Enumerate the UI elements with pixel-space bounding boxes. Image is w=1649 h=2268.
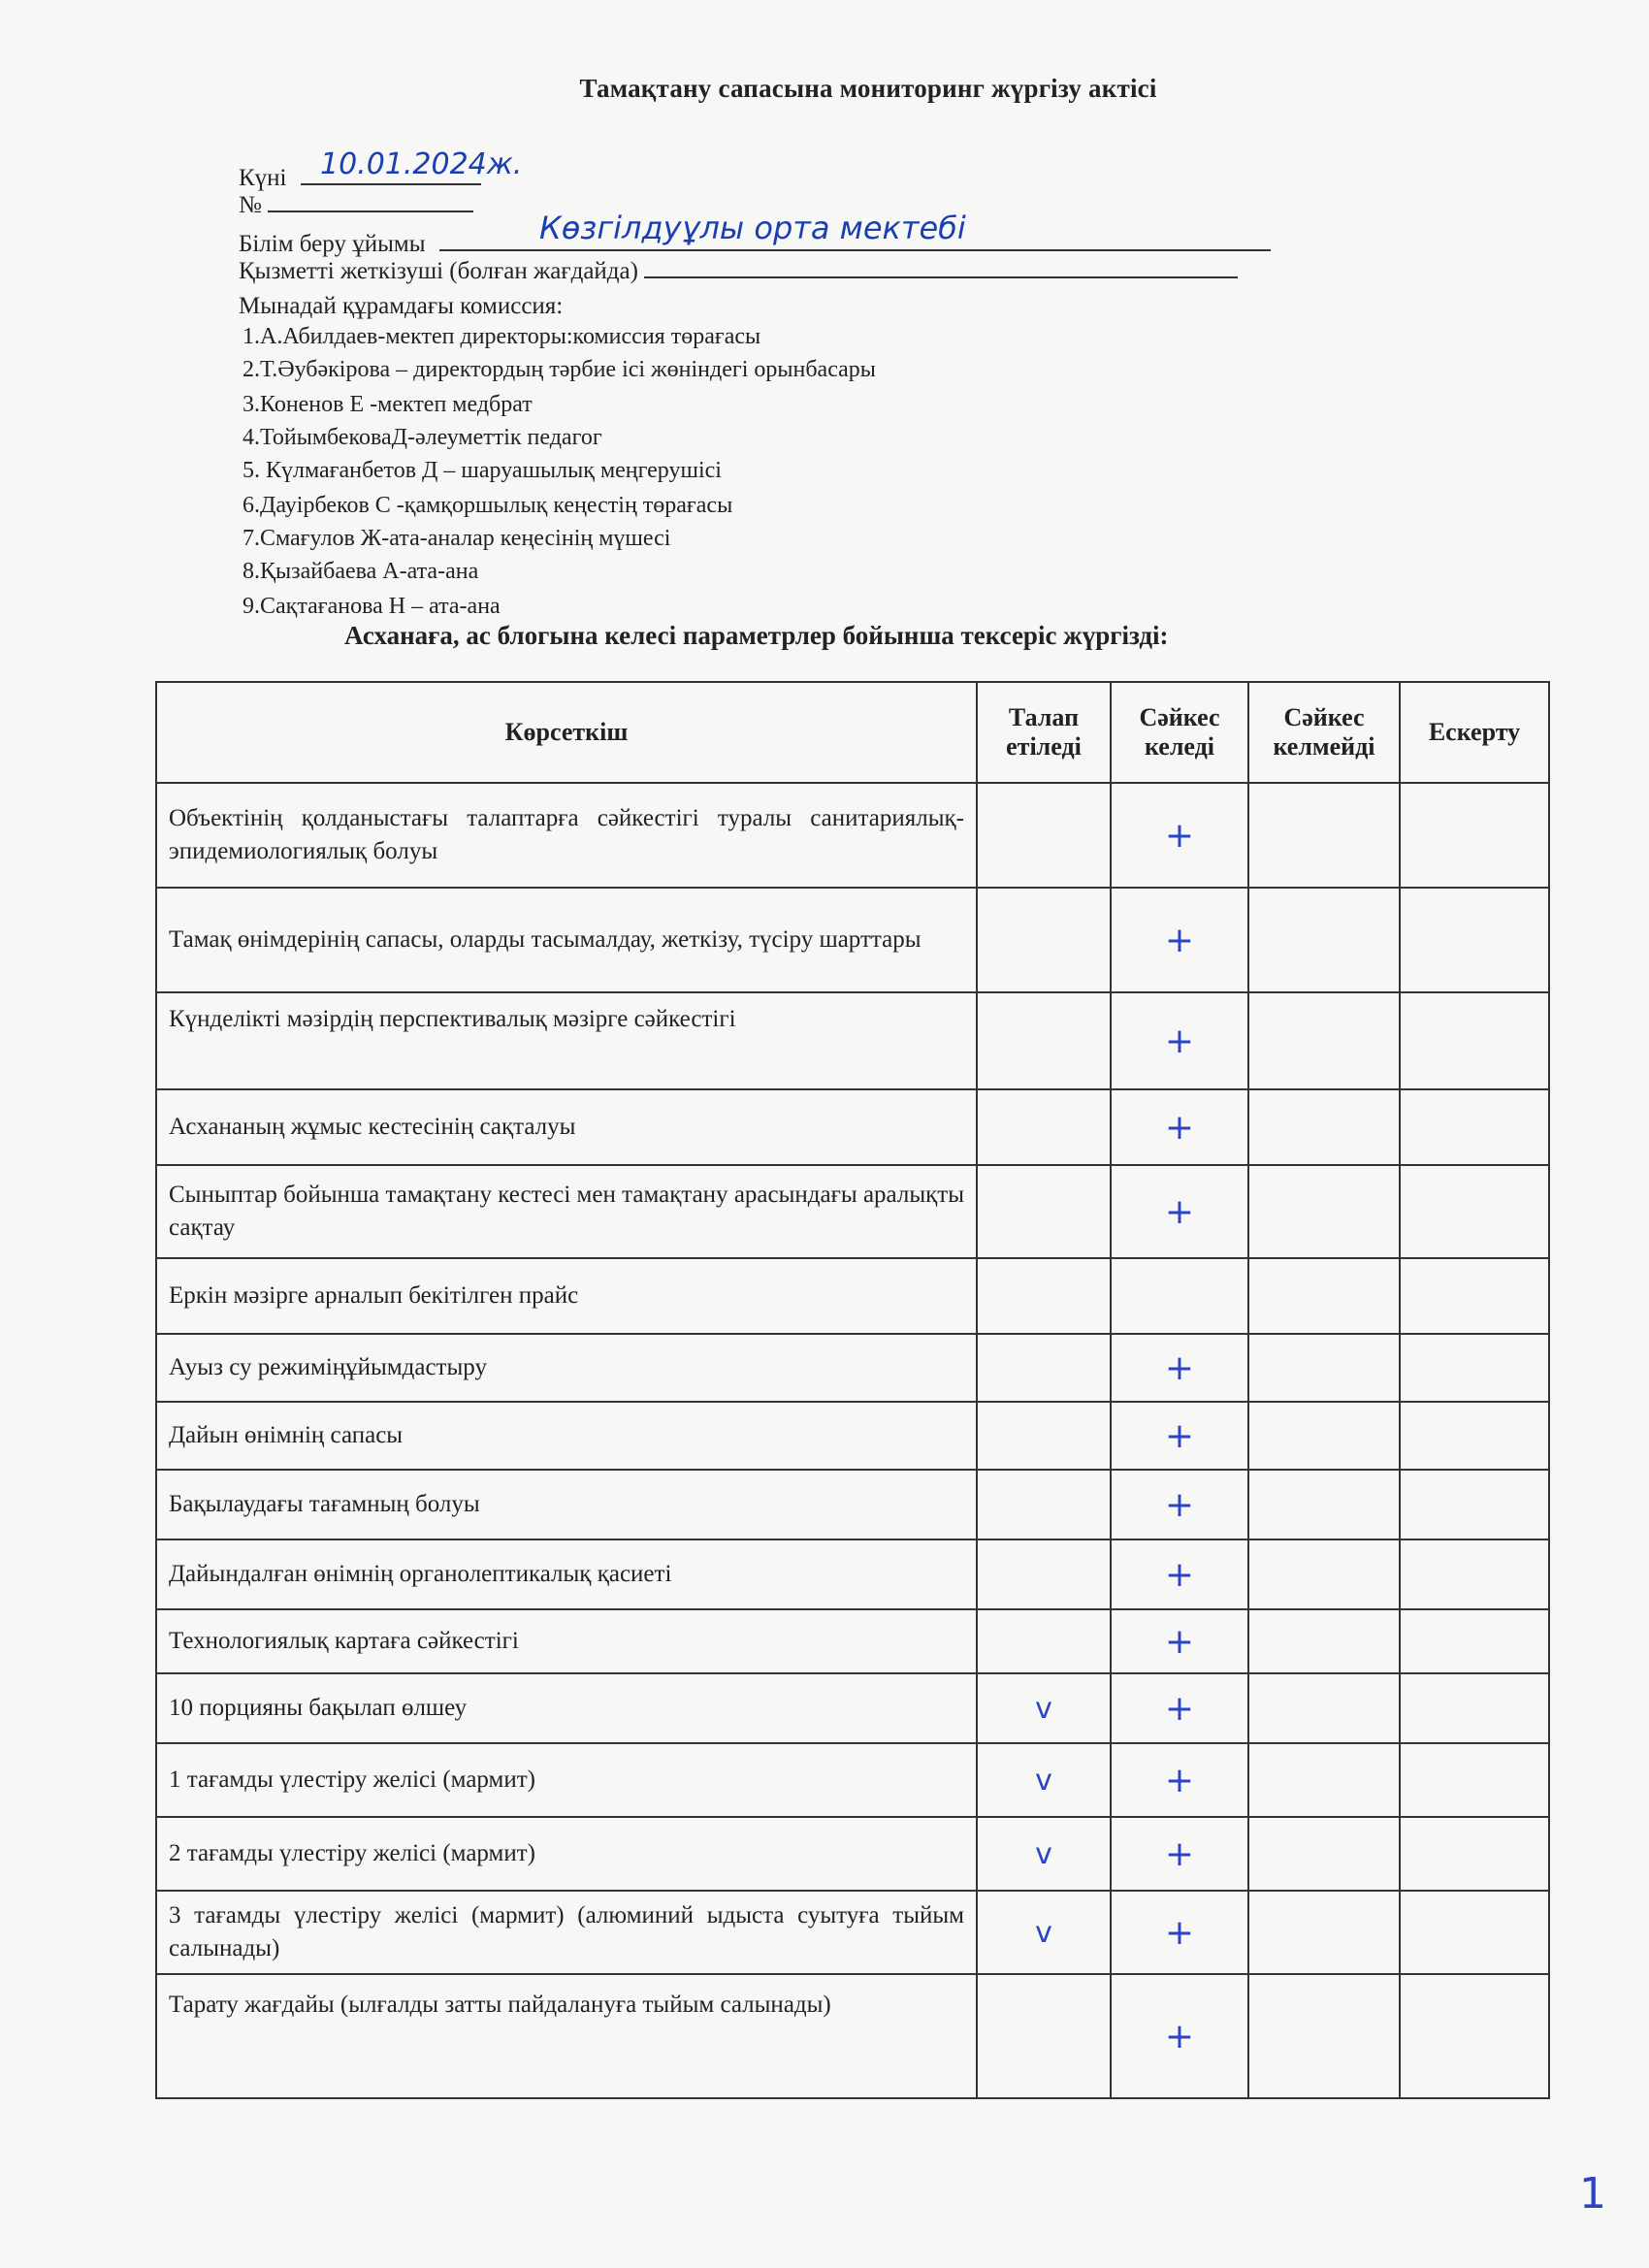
- required-mark: [977, 992, 1111, 1089]
- conforms-mark: +: [1111, 1334, 1248, 1402]
- note-cell: [1400, 1402, 1549, 1470]
- indicator-cell: Технологиялық картаға сәйкестігі: [156, 1609, 977, 1673]
- column-header-indicator: Көрсеткіш: [156, 682, 977, 783]
- conforms-mark: +: [1111, 1743, 1248, 1817]
- conforms-mark: +: [1111, 1673, 1248, 1743]
- table-row: [156, 888, 1549, 992]
- indicator-cell: Объектінің қолданыстағы талаптарға сәйкестігі туралы санитариялық-эпидемиологиялық болуы: [156, 783, 977, 888]
- org-label: Білім беру ұйымы: [239, 231, 426, 257]
- required-mark: [977, 783, 1111, 888]
- note-cell: [1400, 888, 1549, 992]
- indicator-cell: Бақылаудағы тағамның болуы: [156, 1470, 977, 1539]
- required-mark: [977, 1258, 1111, 1334]
- conforms-mark: +: [1111, 1974, 1248, 2098]
- column-header-not-conforms: Сәйкес келмейді: [1248, 682, 1400, 783]
- commission-member: 7.Смағулов Ж-ата-аналар кеңесінің мүшесі: [242, 526, 671, 551]
- indicator-cell: 3 тағамды үлестіру желісі (мармит) (алюминий ыдыста суытуға тыйым салынады): [156, 1891, 977, 1974]
- note-cell: [1400, 1673, 1549, 1743]
- conforms-mark: +: [1111, 1891, 1248, 1974]
- table-row: [156, 1402, 1549, 1470]
- indicator-cell: Тамақ өнімдерінің сапасы, оларды тасымалдау, жеткізу, түсіру шарттары: [156, 888, 977, 992]
- not-conforms-cell: [1248, 888, 1400, 992]
- supplier-row: [239, 258, 1238, 285]
- required-mark: v: [977, 1891, 1111, 1974]
- indicator-cell: Еркін мәзірге арналып бекітілген прайс: [156, 1258, 977, 1334]
- note-cell: [1400, 1258, 1549, 1334]
- not-conforms-cell: [1248, 1539, 1400, 1609]
- not-conforms-cell: [1248, 1470, 1400, 1539]
- commission-member: 4.ТойымбековаД-әлеуметтік педагог: [242, 425, 602, 450]
- required-mark: [977, 1609, 1111, 1673]
- commission-member: 6.Дауірбеков С -қамқоршылық кеңестің төрағасы: [242, 493, 733, 518]
- indicator-cell: Дайын өнімнің сапасы: [156, 1402, 977, 1470]
- note-cell: [1400, 1470, 1549, 1539]
- note-cell: [1400, 1974, 1549, 2098]
- table-row: [156, 1334, 1549, 1402]
- indicator-cell: 1 тағамды үлестіру желісі (мармит): [156, 1743, 977, 1817]
- commission-member: 1.А.Абилдаев-мектеп директоры:комиссия төрағасы: [242, 324, 761, 349]
- table-header-row: [156, 682, 1549, 783]
- table-row: [156, 1673, 1549, 1743]
- org-handwritten: Көзгілдуұлы орта мектебі: [539, 210, 966, 246]
- note-cell: [1400, 1539, 1549, 1609]
- conforms-mark: +: [1111, 1539, 1248, 1609]
- document-title: Тамақтану сапасына мониторинг жүргізу актісі: [579, 74, 1157, 103]
- note-cell: [1400, 992, 1549, 1089]
- number-label: №: [239, 192, 262, 218]
- not-conforms-cell: [1248, 1673, 1400, 1743]
- indicator-cell: Сыныптар бойынша тамақтану кестесі мен тамақтану арасындағы аралықты сақтау: [156, 1165, 977, 1258]
- note-cell: [1400, 1089, 1549, 1165]
- indicator-cell: Күнделікті мәзірдің перспективалық мәзірге сәйкестігі: [156, 992, 977, 1089]
- number-line: [268, 211, 473, 212]
- table-row: [156, 1258, 1549, 1334]
- indicator-cell: 2 тағамды үлестіру желісі (мармит): [156, 1817, 977, 1891]
- supplier-label: Қызметті жеткізуші (болған жағдайда): [239, 258, 638, 284]
- not-conforms-cell: [1248, 1974, 1400, 2098]
- table-row: [156, 1165, 1549, 1258]
- inspection-table: [155, 681, 1550, 2099]
- conforms-mark: +: [1111, 1165, 1248, 1258]
- commission-member: 2.Т.Әубәкірова – директордың тәрбие ісі жөніндегі орынбасары: [242, 357, 876, 382]
- required-mark: [977, 1470, 1111, 1539]
- not-conforms-cell: [1248, 1402, 1400, 1470]
- indicator-cell: 10 порцияны бақылап өлшеу: [156, 1673, 977, 1743]
- required-mark: [977, 1334, 1111, 1402]
- table-row: [156, 1891, 1549, 1974]
- inspection-subtitle: Асханаға, ас блогына келесі параметрлер бойынша тексеріс жүргізді:: [344, 621, 1169, 650]
- not-conforms-cell: [1248, 1891, 1400, 1974]
- required-mark: [977, 1539, 1111, 1609]
- number-row: [239, 192, 473, 219]
- conforms-mark: +: [1111, 783, 1248, 888]
- required-mark: [977, 1165, 1111, 1258]
- indicator-cell: Дайындалған өнімнің органолептикалық қасиеті: [156, 1539, 977, 1609]
- column-header-note: Ескерту: [1400, 682, 1549, 783]
- commission-member: 9.Сақтағанова Н – ата-ана: [242, 594, 501, 619]
- indicator-cell: Тарату жағдайы (ылғалды затты пайдалануға тыйым салынады): [156, 1974, 977, 2098]
- table-row: [156, 783, 1549, 888]
- not-conforms-cell: [1248, 1089, 1400, 1165]
- note-cell: [1400, 1165, 1549, 1258]
- table-row: [156, 1539, 1549, 1609]
- org-line: [439, 249, 1271, 251]
- table-row: [156, 1743, 1549, 1817]
- commission-label: Мынадай құрамдағы комиссия:: [239, 293, 564, 319]
- note-cell: [1400, 1609, 1549, 1673]
- not-conforms-cell: [1248, 1334, 1400, 1402]
- conforms-mark: [1111, 1258, 1248, 1334]
- indicator-cell: Асхананың жұмыс кестесінің сақталуы: [156, 1089, 977, 1165]
- table-row: [156, 992, 1549, 1089]
- table-row: [156, 1470, 1549, 1539]
- note-cell: [1400, 783, 1549, 888]
- conforms-mark: +: [1111, 1609, 1248, 1673]
- table-row: [156, 1089, 1549, 1165]
- commission-member: 8.Қызайбаева А-ата-ана: [242, 559, 479, 584]
- column-header-conforms: Сәйкес келеді: [1111, 682, 1248, 783]
- date-handwritten: 10.01.2024ж.: [320, 147, 523, 181]
- not-conforms-cell: [1248, 992, 1400, 1089]
- not-conforms-cell: [1248, 1743, 1400, 1817]
- required-mark: [977, 1089, 1111, 1165]
- date-line: [301, 183, 481, 185]
- date-label: Күні: [239, 165, 287, 191]
- indicator-cell: Ауыз су режиміңұйымдастыру: [156, 1334, 977, 1402]
- table-row: [156, 1817, 1549, 1891]
- conforms-mark: +: [1111, 992, 1248, 1089]
- table-row: [156, 1974, 1549, 2098]
- conforms-mark: +: [1111, 1402, 1248, 1470]
- not-conforms-cell: [1248, 1258, 1400, 1334]
- margin-handwritten-mark: 1: [1579, 2169, 1606, 2219]
- not-conforms-cell: [1248, 1817, 1400, 1891]
- column-header-required: Талап етіледі: [977, 682, 1111, 783]
- required-mark: v: [977, 1673, 1111, 1743]
- conforms-mark: +: [1111, 888, 1248, 992]
- commission-member: 3.Коненов Е -мектеп медбрат: [242, 392, 533, 417]
- note-cell: [1400, 1743, 1549, 1817]
- note-cell: [1400, 1334, 1549, 1402]
- commission-member: 5. Күлмағанбетов Д – шаруашылық меңгерушісі: [242, 458, 722, 483]
- required-mark: [977, 888, 1111, 992]
- not-conforms-cell: [1248, 783, 1400, 888]
- note-cell: [1400, 1817, 1549, 1891]
- supplier-line: [644, 276, 1238, 278]
- required-mark: [977, 1402, 1111, 1470]
- not-conforms-cell: [1248, 1165, 1400, 1258]
- required-mark: v: [977, 1817, 1111, 1891]
- conforms-mark: +: [1111, 1470, 1248, 1539]
- conforms-mark: +: [1111, 1817, 1248, 1891]
- not-conforms-cell: [1248, 1609, 1400, 1673]
- note-cell: [1400, 1891, 1549, 1974]
- table-row: [156, 1609, 1549, 1673]
- required-mark: v: [977, 1743, 1111, 1817]
- required-mark: [977, 1974, 1111, 2098]
- conforms-mark: +: [1111, 1089, 1248, 1165]
